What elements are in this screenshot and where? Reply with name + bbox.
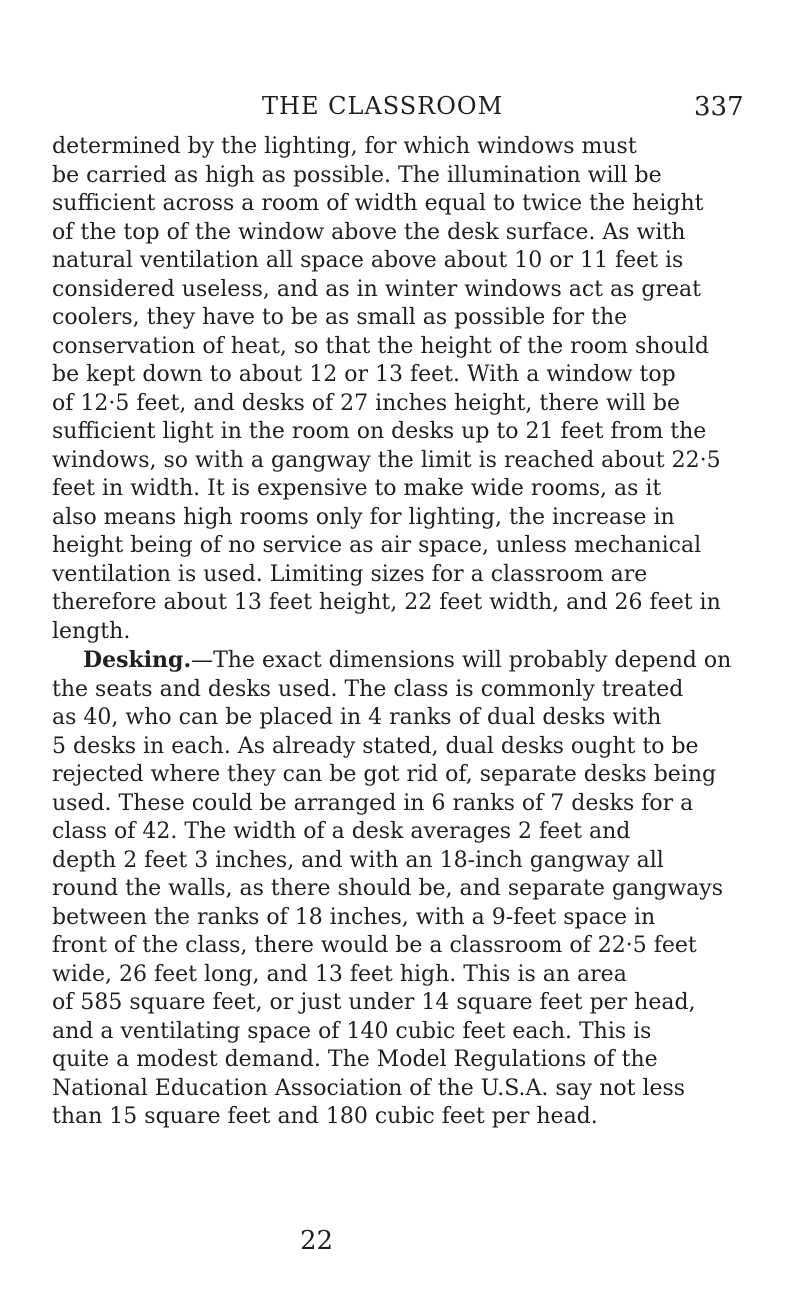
text-line: therefore about 13 feet height, 22 feet width, and 26 feet in bbox=[52, 590, 721, 615]
text-line: be carried as high as possible. The illumination will be bbox=[52, 162, 662, 188]
page-number: 337 bbox=[694, 92, 744, 122]
text-line-first bbox=[52, 646, 752, 676]
body-text bbox=[52, 133, 752, 1132]
running-head-title: THE CLASSROOM bbox=[262, 92, 504, 120]
text-line: sufficient across a room of width equal to twice the height bbox=[52, 191, 704, 216]
text-line: wide, 26 feet long, and 13 feet high. This is an area bbox=[52, 961, 627, 987]
paragraph-lighting bbox=[52, 133, 752, 646]
text-line: feet in width. It is expensive to make wide rooms, as it bbox=[52, 476, 662, 501]
text-line: front of the class, there would be a classroom of 22·5 feet bbox=[52, 933, 697, 958]
text-line: quite a modest demand. The Model Regulations of the bbox=[52, 1047, 658, 1072]
text-line: round the walls, as there should be, and separate gangways bbox=[52, 876, 723, 901]
text-line: coolers, they have to be as small as possible for the bbox=[52, 305, 628, 330]
text-line: of the top of the window above the desk surface. As with bbox=[52, 219, 686, 245]
text-line: depth 2 feet 3 inches, and with an 18-inch gangway all bbox=[52, 847, 664, 873]
text-line: also means high rooms only for lighting, the increase in bbox=[52, 504, 675, 530]
text-line: as 40, who can be placed in 4 ranks of dual desks with bbox=[52, 705, 662, 730]
paragraph-desking bbox=[52, 646, 752, 1132]
text-line: considered useless, and as in winter windows act as great bbox=[52, 276, 701, 302]
text-line: of 12·5 feet, and desks of 27 inches height, there will be bbox=[52, 390, 680, 416]
text-line: determined by the lighting, for which windows must bbox=[52, 134, 637, 159]
text-line: the seats and desks used. The class is commonly treated bbox=[52, 676, 684, 702]
text-line: National Education Association of the U.S.A. say not less bbox=[52, 1075, 686, 1101]
first-line-rest: —The exact dimensions will probably depend on bbox=[191, 648, 732, 673]
signature-mark: 22 bbox=[300, 1226, 334, 1256]
text-line: used. These could be arranged in 6 ranks of 7 desks for a bbox=[52, 790, 694, 816]
section-lead-in-heading: Desking. bbox=[83, 647, 192, 673]
text-line: length. bbox=[52, 618, 131, 644]
text-line: sufficient light in the room on desks up to 21 feet from the bbox=[52, 419, 707, 444]
text-line: than 15 square feet and 180 cubic feet per head. bbox=[52, 1104, 598, 1129]
text-line: natural ventilation all space above about 10 or 11 feet is bbox=[52, 248, 684, 273]
text-line: 5 desks in each. As already stated, dual desks ought to be bbox=[52, 733, 699, 759]
text-line: between the ranks of 18 inches, with a 9-feet space in bbox=[52, 904, 656, 930]
text-line: windows, so with a gangway the limit is reached about 22·5 bbox=[52, 447, 721, 473]
text-line: class of 42. The width of a desk averages 2 feet and bbox=[52, 819, 631, 844]
text-line: rejected where they can be got rid of, separate desks being bbox=[52, 762, 717, 787]
text-line: of 585 square feet, or just under 14 square feet per head, bbox=[52, 990, 696, 1015]
text-line: ventilation is used. Limiting sizes for a classroom are bbox=[52, 561, 648, 587]
text-line: and a ventilating space of 140 cubic feet each. This is bbox=[52, 1018, 652, 1044]
text-line: height being of no service as air space, unless mechanical bbox=[52, 533, 702, 558]
text-line: be kept down to about 12 or 13 feet. With a window top bbox=[52, 362, 676, 387]
text-line: conservation of heat, so that the height of the room should bbox=[52, 333, 709, 359]
